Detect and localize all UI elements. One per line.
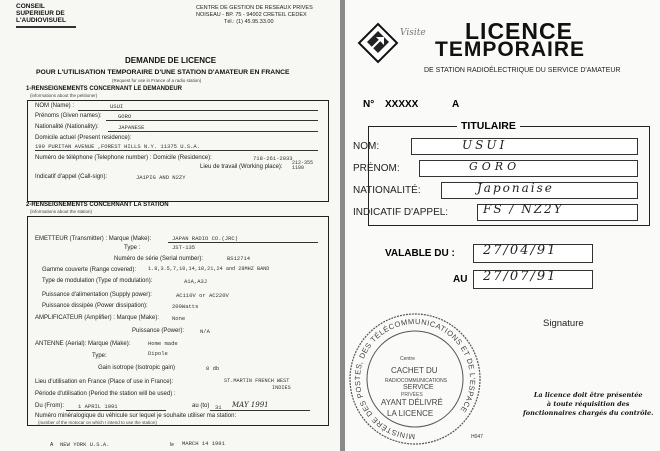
nom-line xyxy=(78,110,318,111)
licence-number-value: XXXXX xyxy=(385,99,419,110)
moto-label: Numéro minéralogique du véhicule sur lequel je souhaite utiliser ma station: xyxy=(35,413,237,419)
note-line-1: La licence doit être présentée xyxy=(533,391,643,399)
au-hand: MAY 1991 xyxy=(232,401,269,409)
serie-value: BS12714 xyxy=(227,255,251,262)
tel-value: 718-261-2033 xyxy=(253,155,293,162)
r-nom-box xyxy=(411,138,638,155)
dom-line xyxy=(35,150,318,151)
stamp-line-3: SERVICE xyxy=(403,384,434,391)
gain-value: 0 db xyxy=(206,365,220,372)
r-ind-value: FS / NZ2Y xyxy=(483,202,564,216)
r-prenom-value: GORO xyxy=(469,160,521,173)
mod-label: Type de modulation (Type of modulation): xyxy=(42,278,153,284)
em-line xyxy=(168,242,318,243)
tel-label: Numéro de téléphone (Telephone number) : Domicile (Residence): xyxy=(35,155,212,161)
em-label: EMETTEUR (Transmitter) : Marque (Make): xyxy=(35,236,152,242)
work-value xyxy=(292,161,313,171)
note-line-2: à toute réquisition des xyxy=(546,400,630,408)
puis-label: Puissance (Power): xyxy=(132,328,185,334)
ant-value: Home made xyxy=(148,340,178,347)
au-label-r: AU xyxy=(453,274,468,285)
lieu-value-b: INDIES xyxy=(272,385,291,391)
logo-hand-text: Visite xyxy=(400,28,426,38)
ampli-value: None xyxy=(172,315,186,322)
centre-line-3: Tél.: (1) 45.95.33.00 xyxy=(224,19,274,25)
nom-value: USUI xyxy=(110,103,124,110)
r-nat-value: Japonaise xyxy=(477,181,554,195)
licence-note xyxy=(523,391,653,418)
serie-label: Numéro de série (Serial number): xyxy=(114,256,204,262)
prenom-line xyxy=(106,120,318,121)
licence-title-1: LICENCE xyxy=(465,18,573,44)
r-nat-label: NATIONALITÉ: xyxy=(353,185,421,196)
stamp-ring-path: MINISTÈRE DES POSTES, DES TÉLÉCOMMUNICATIONS ET DE L'ESPACE xyxy=(353,316,478,442)
form-subtitle-en: (Request for use in France of a radio station) xyxy=(112,78,202,83)
puis-al-value: AC110V or AC220V xyxy=(176,292,229,299)
lieu-label: Lieu d'utilisation en France (Place of use in France): xyxy=(35,379,174,385)
stamp-centre: Centre xyxy=(400,356,416,362)
licence-subtitle: DE STATION RADIOÉLECTRIQUE DU SERVICE D'AMATEUR xyxy=(424,67,621,74)
dom-label: Domicile actuel (Present residence): xyxy=(35,135,132,141)
form-code: H047 xyxy=(471,434,483,440)
puis-dis-value: 200Watts xyxy=(172,303,199,310)
licence-number-label: N° xyxy=(363,99,375,110)
gain-label: Gain isotrope (Isotropic gain) xyxy=(98,365,176,371)
r-nom-label: NOM: xyxy=(353,141,380,152)
puis-value: N/A xyxy=(200,328,210,335)
note-line-3: fonctionnaires chargés du contrôle. xyxy=(523,409,654,417)
type-value: JST-135 xyxy=(172,244,196,251)
stamp-line-5: LA LICENCE xyxy=(387,409,434,418)
au-line xyxy=(210,410,310,411)
form-subtitle: POUR L'UTILISATION TEMPORAIRE D'UNE STATION D'AMATEUR EN FRANCE xyxy=(36,69,290,76)
stamp-line-2: RADIOCOMMUNICATIONS xyxy=(385,378,448,384)
r-prenom-label: PRÉNOM: xyxy=(353,163,400,174)
work-value-b: 1180 xyxy=(292,165,305,171)
nat-line xyxy=(108,131,318,132)
au-label: au (to) xyxy=(192,403,210,409)
ant-type-value: Dipole xyxy=(148,350,168,357)
section1-title: 1-RENSEIGNEMENTS CONCERNANT LE DEMANDEUR xyxy=(26,86,183,92)
call-value: JA1PIG AND N2ZY xyxy=(136,174,186,181)
valable-label: VALABLE DU : xyxy=(385,248,455,259)
ptt-logo-icon xyxy=(357,22,399,64)
centre-line-1: CENTRE DE GESTION DE RESEAUX PRIVES xyxy=(196,5,313,11)
stamp-line-6: PRIVÉES xyxy=(401,392,423,398)
place-prefix: A xyxy=(50,442,54,448)
puis-al-label: Puissance d'alimentation (Supply power): xyxy=(42,292,152,298)
section2-title: 2-RENSEIGNEMENTS CONCERNANT LA STATION xyxy=(26,202,169,208)
du-line xyxy=(66,410,166,411)
moto-sub: (number of the motocar on which I intend to use the station) xyxy=(38,420,157,425)
org-line-1: CONSEIL xyxy=(16,3,45,10)
prenom-label: Prénoms (Given names): xyxy=(35,113,102,119)
lieu-value-a: ST.MARTIN FRENCH WEST xyxy=(224,378,290,384)
licence-number-suffix: A xyxy=(452,99,460,110)
mod-value: A1A,A3J xyxy=(184,278,208,285)
org-line-2: SUPERIEUR DE xyxy=(16,10,65,17)
nat-value: JAPANESE xyxy=(118,124,145,131)
stamp-line-4: AYANT DÉLIVRÉ xyxy=(381,398,443,407)
licence-title-2: TEMPORAIRE xyxy=(435,38,586,61)
nom-label: NOM (Name) : xyxy=(35,103,74,109)
du-value: 1 APRIL 1991 xyxy=(78,403,118,410)
em-value: JAPAN RADIO CO.(JRC) xyxy=(172,235,239,242)
ant-type-label: Type: xyxy=(92,353,107,359)
r-nom-value: USUI xyxy=(462,138,508,152)
r-prenom-box xyxy=(419,160,638,177)
gamme-value: 1.8,3.5,7,10,14,18,21,24 and 28MHZ BAND xyxy=(148,266,270,272)
section1-subtitle: (informations about the petitioner) xyxy=(30,93,98,98)
section2-subtitle: (informations about the station) xyxy=(30,209,93,214)
prenom-value: GORO xyxy=(118,113,132,120)
puis-dis-label: Puissance dissipée (Power dissipation): xyxy=(42,303,148,309)
ant-label: ANTENNE (Aerial): Marque (Make): xyxy=(35,341,131,347)
org-underline xyxy=(16,26,76,28)
call-label: Indicatif d'appel (Call-sign): xyxy=(35,174,108,180)
stamp-line-1: CACHET DU xyxy=(391,366,438,375)
work-value-a: 212-355 xyxy=(292,160,314,166)
centre-address xyxy=(196,5,313,26)
nat-label: Nationalité (Nationality): xyxy=(35,124,99,130)
le-label: le xyxy=(170,442,174,448)
type-label: Type : xyxy=(124,245,141,251)
au-value-r: 27/07/91 xyxy=(483,269,558,284)
valable-value: 27/04/91 xyxy=(483,243,558,258)
du-label: Du (From): xyxy=(35,403,64,409)
r-ind-label: INDICATIF D'APPEL: xyxy=(353,207,449,218)
place-value: NEW YORK U.S.A. xyxy=(60,441,110,448)
centre-line-2: NOISEAU - BP. 75 - 94002 CRETEIL CEDEX xyxy=(196,12,307,18)
gamme-label: Gamme couverte (Range covered): xyxy=(42,267,137,273)
au-value: 31 xyxy=(215,404,222,411)
date-value: MARCH 14 1991 xyxy=(182,440,225,447)
licence-page xyxy=(345,0,660,451)
dom-value: 199 PURITAN AVENUE ,FOREST HILLS N.Y. 11375 U.S.A. xyxy=(35,143,201,150)
periode-label: Période d'utilisation (Period the station will be used) : xyxy=(35,391,176,397)
work-label: Lieu de travail (Working place): xyxy=(200,164,283,170)
form-title: DEMANDE DE LICENCE xyxy=(125,56,217,65)
signature-label: Signature xyxy=(543,318,584,329)
org-name xyxy=(16,3,66,24)
titulaire-title: TITULAIRE xyxy=(457,120,520,132)
ampli-label: AMPLIFICATEUR (Amplifier) : Marque (Make): xyxy=(35,315,159,321)
org-line-3: L'AUDIOVISUEL xyxy=(16,17,66,24)
